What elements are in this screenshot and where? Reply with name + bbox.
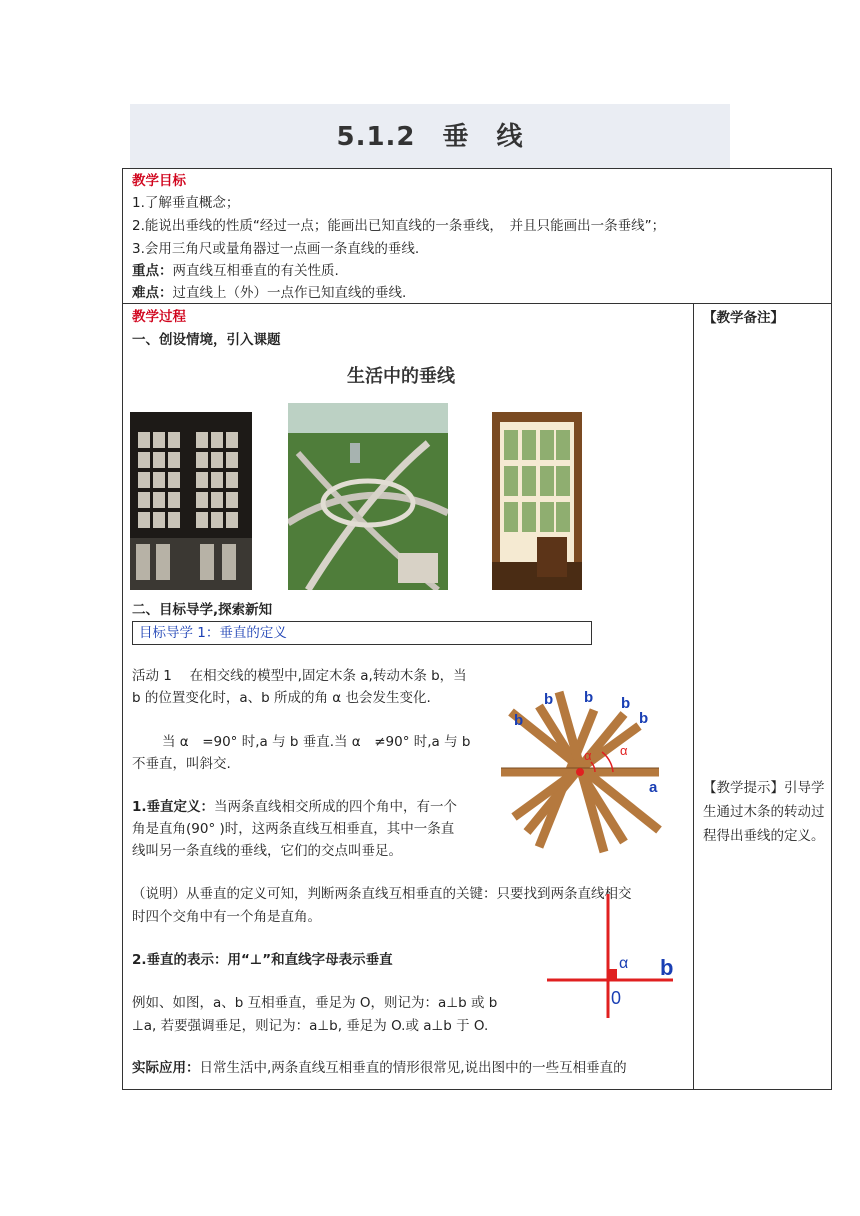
stick-label-b4: b [621, 695, 631, 712]
stick-label-a: a [649, 779, 658, 796]
section-1-heading: 一、创设情境，引入课题 [132, 332, 281, 348]
application-text: 日常生活中,两条直线互相垂直的情形很常见,说出图中的一些互相垂直的 [199, 1060, 627, 1076]
notes-heading: 【教学备注】 [703, 310, 784, 326]
stick-label-b1: b [514, 712, 524, 729]
process-table [122, 304, 832, 1090]
window-photo [130, 412, 252, 590]
key-point [132, 261, 339, 281]
example-line-1: 例如、如图，a、b 互相垂直，垂足为 O，则记为：a⊥b 或 b [132, 995, 498, 1011]
definition-label: 1.垂直定义： [132, 799, 215, 815]
goal-box: 目标导学 1：垂直的定义 [132, 621, 592, 645]
process-heading: 教学过程 [132, 309, 186, 325]
perp-line-label: b [660, 955, 674, 980]
page-title: 5.1.2 垂 线 [336, 122, 524, 152]
application-label: 实际应用： [132, 1060, 200, 1076]
difficult-point [132, 283, 406, 303]
activity-line-1: 活动 1 在相交线的模型中,固定木条 a,转动木条 b，当 [132, 668, 467, 684]
definition-text-1: 当两条直线相交所成的四个角中，有一个 [214, 799, 458, 815]
section-2-heading: 二、目标导学,探索新知 [132, 602, 273, 618]
goal-item-2: 2.能说出垂线的性质“经过一点；能画出已知直线的一条垂线， 并且只能画出一条垂线”； [132, 218, 666, 234]
key-label: 重点： [132, 263, 173, 279]
example-line-2: ⊥a, 若要强调垂足，则记为：a⊥b, 垂足为 O.或 a⊥b 于 O. [132, 1018, 489, 1034]
representation-heading: 2.垂直的表示：用“⊥”和直线字母表示垂直 [132, 952, 393, 968]
column-divider [693, 304, 694, 1089]
title-band [130, 104, 730, 168]
highway-interchange-photo [288, 403, 448, 590]
stick-label-b2: b [544, 691, 554, 708]
angle-label-2: α [620, 743, 628, 758]
condition-line-1: 当 α =90° 时,a 与 b 垂直.当 α ≠90° 时,a 与 b [162, 734, 471, 750]
condition-line-2: 不垂直，叫斜交. [132, 756, 231, 772]
french-door-photo [492, 412, 582, 590]
goal-item-3: 3.会用三角尺或量角器过一点画一条直线的垂线. [132, 241, 420, 257]
stick-label-b5: b [639, 710, 649, 727]
perpendicular-diagram [543, 888, 683, 1024]
rotating-sticks-diagram [499, 682, 669, 862]
activity-line-2: b 的位置变化时，a、b 所成的角 α 也会发生变化. [132, 690, 431, 706]
definition-line-1 [132, 797, 457, 817]
note-line-2: 时四个交角中有一个角是直角。 [132, 909, 321, 925]
slide-title: 生活中的垂线 [347, 366, 455, 387]
goals-table [122, 168, 832, 304]
hard-label: 难点： [132, 285, 173, 301]
goals-heading: 教学目标 [132, 173, 186, 189]
stick-label-b3: b [584, 689, 594, 706]
application-line [132, 1058, 627, 1078]
notes-tip: 【教学提示】引导学生通过木条的转动过程得出垂线的定义。 [703, 780, 825, 844]
key-text: 两直线互相垂直的有关性质. [172, 263, 339, 279]
angle-label-1: α [584, 748, 592, 763]
note-line-1: （说明）从垂直的定义可知，判断两条直线互相垂直的关键：只要找到两条直线相交 [132, 886, 632, 902]
goal-item-1: 1.了解垂直概念； [132, 195, 240, 211]
definition-line-3: 线叫另一条直线的垂线，它们的交点叫垂足。 [132, 843, 402, 859]
hard-text: 过直线上（外）一点作已知直线的垂线. [172, 285, 407, 301]
perp-angle-label: α [619, 955, 629, 972]
definition-line-2: 角是直角(90° )时，这两条直线互相垂直，其中一条直 [132, 821, 455, 837]
perp-foot-label: 0 [611, 988, 622, 1008]
